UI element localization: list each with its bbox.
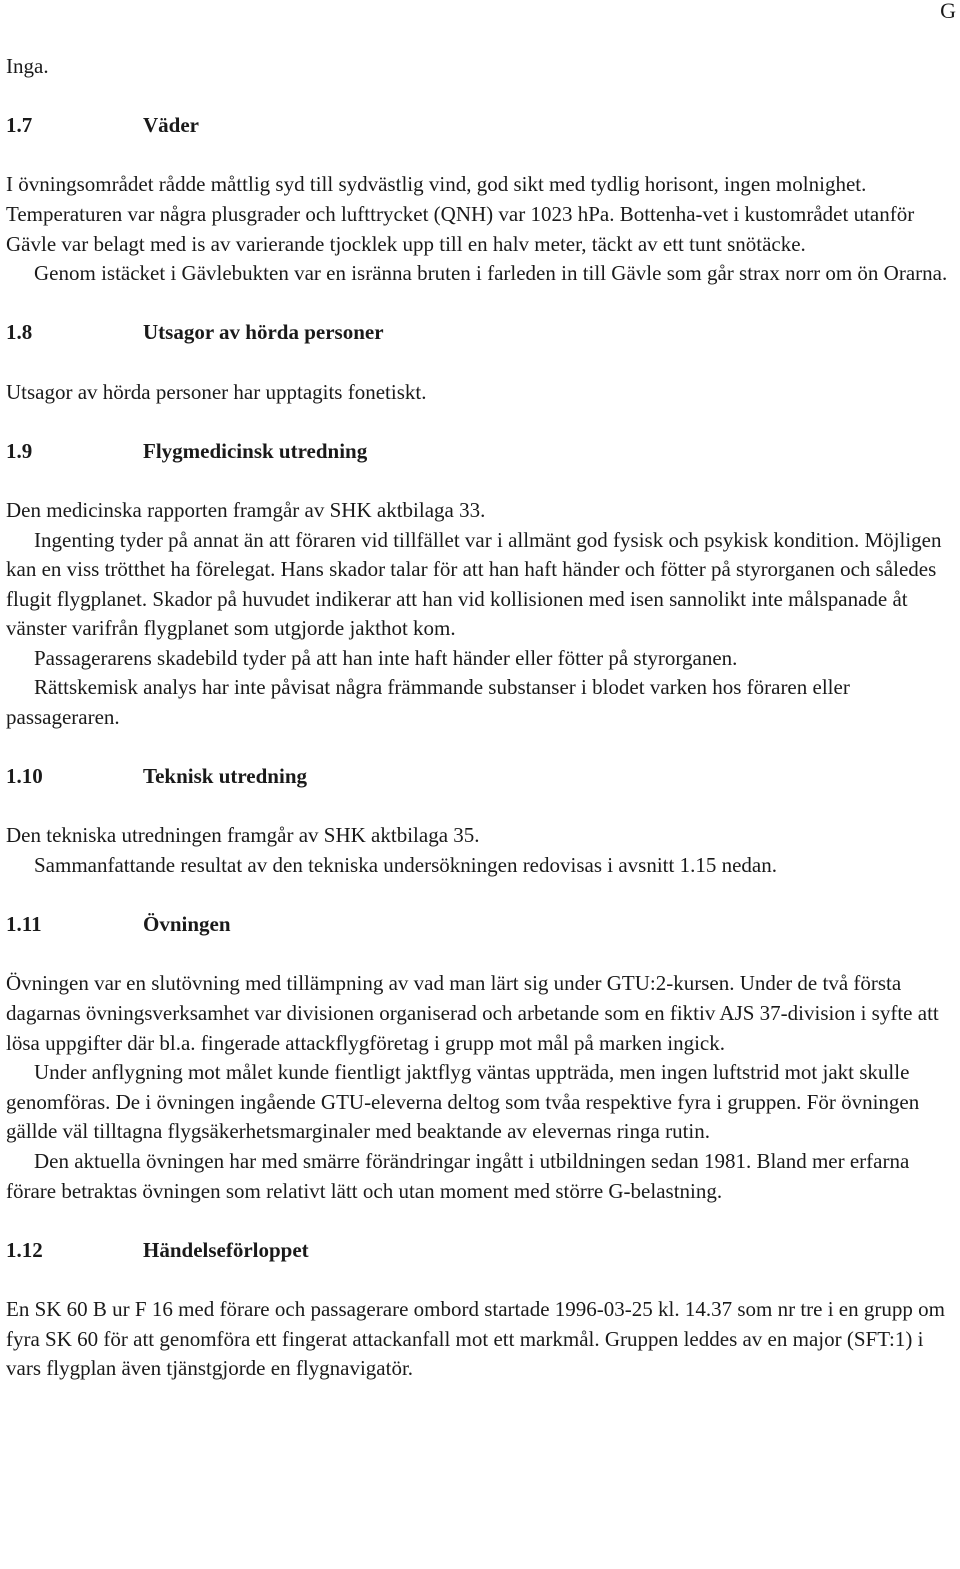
section-number: 1.11 (6, 912, 42, 937)
section-number: 1.7 (6, 113, 33, 138)
paragraph: Övningen var en slutövning med tillämpning av vad man lärt sig under GTU:2-kursen. Under de två första dagarnas övningsverksamhet var divisionen organiserad och arbetande som en fiktiv AJS 37-division i syfte att lösa uppgifter där bl.a. fingerade attackflygföretag i grupp mot mål på marken ingick. (6, 971, 939, 1055)
section-heading-medical (6, 437, 952, 467)
paragraph: Den medicinska rapporten framgår av SHK aktbilaga 33. (6, 497, 486, 522)
paragraph: Utsagor av hörda personer har upptagits fonetiskt. (6, 379, 427, 404)
section-title: Utsagor av hörda personer (143, 320, 384, 345)
section-title: Händelseförloppet (143, 1237, 309, 1262)
intro-text: Inga. (6, 54, 49, 78)
paragraph: Genom istäcket i Gävlebukten var en isränna bruten i farleden in till Gävle som går strax norr om ön Orarna. (34, 261, 948, 286)
paragraph: Sammanfattande resultat av den tekniska undersökningen redovisas i avsnitt 1.15 nedan. (34, 853, 777, 878)
section-heading-exercise (6, 910, 952, 940)
section-number: 1.8 (6, 320, 33, 345)
section-number: 1.12 (6, 1237, 43, 1262)
section-heading-technical (6, 762, 952, 792)
section-heading-sequence-of-events (6, 1236, 952, 1266)
paragraph: Den tekniska utredningen framgår av SHK aktbilaga 35. (6, 823, 480, 848)
paragraph: Under anflygning mot målet kunde fientligt jaktflyg väntas uppträda, men ingen luftstrid mot jakt skulle genomföras. De i övningen ingående GTU-eleverna deltog som tvåa respektive fyra i gruppen. För övningen gällde väl tilltagna flygsäkerhetsmarginaler med beaktande av elevernas ringa rutin. (6, 1060, 920, 1144)
section-title: Teknisk utredning (143, 764, 308, 789)
paragraph: Passagerarens skadebild tyder på att han inte haft händer eller fötter på styrorganen. (34, 645, 738, 670)
paragraph: En SK 60 B ur F 16 med förare och passagerare ombord startade 1996-03-25 kl. 14.37 som nr tre i en grupp om fyra SK 60 för att genomföra ett fingerat attackanfall mot ett markmål. Gruppen leddes av en major (SFT:1) i vars flygplan även tjänstgjorde en flygnavigatör. (6, 1296, 945, 1381)
section-title: Övningen (143, 912, 231, 937)
section-number: 1.10 (6, 764, 43, 789)
section-heading-witness-statements (6, 318, 952, 348)
section-number: 1.9 (6, 438, 33, 463)
document-body (6, 52, 952, 1384)
paragraph: I övningsområdet rådde måttlig syd till sydvästlig vind, god sikt med tydlig horisont, ingen molnighet. Temperaturen var några plusgrader och lufttrycket (QNH) var 1023 hPa. Bottenha-vet i kustområdet utanför Gävle var belagt med is av varierande tjocklek upp till en halv meter, täckt av ett tunt snötäcke. (6, 172, 915, 256)
section-title: Flygmedicinsk utredning (143, 438, 368, 463)
paragraph: Den aktuella övningen har med smärre förändringar ingått i utbildningen sedan 1981. Bland mer erfarna förare betraktas övningen som relativt lätt och utan moment med större G-belastning. (6, 1148, 910, 1203)
section-title: Väder (143, 113, 199, 138)
section-heading-weather (6, 111, 952, 141)
page-marker: G (940, 0, 956, 23)
paragraph: Rättskemisk analys har inte påvisat några främmande substanser i blodet varken hos föraren eller passageraren. (6, 675, 850, 730)
paragraph: Ingenting tyder på annat än att föraren vid tillfället var i allmänt god fysisk och psykisk kondition. Möjligen kan en viss trötthet ha förelegat. Hans skador talar för att han haft händer och fötter på styrorganen och således flugit flygplanet. Skador på huvudet indikerar att han vid kollisionen med isen sannolikt inte målspanade åt vänster varifrån flygplanet som utgjorde jakthot kom. (6, 527, 942, 641)
